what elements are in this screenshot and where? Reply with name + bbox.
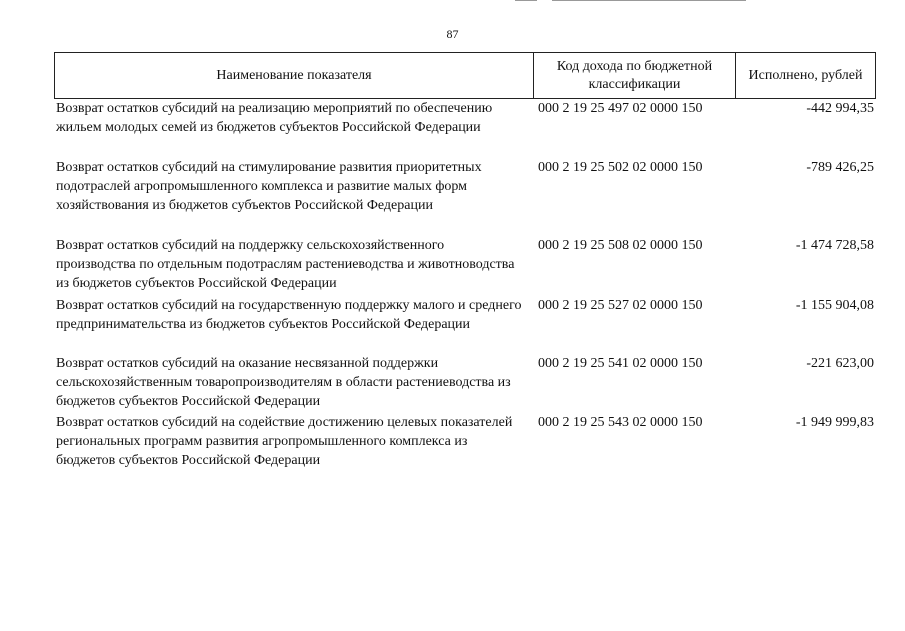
- row-code: 000 2 19 25 543 02 0000 150: [538, 415, 703, 430]
- header-name: Наименование показателя: [55, 53, 534, 98]
- row-amount: -1 949 999,83: [795, 415, 874, 430]
- table-body: [56, 99, 876, 473]
- table-row: [56, 354, 876, 413]
- table-row: [56, 99, 876, 158]
- row-amount: -442 994,35: [806, 101, 874, 116]
- row-name: Возврат остатков субсидий на поддержку сельскохозяйственного производства по отдельным подотраслям растениеводства и животноводства из бюджетов субъектов Российской Федерации: [56, 238, 515, 291]
- row-code: 000 2 19 25 541 02 0000 150: [538, 356, 703, 371]
- page-number: 87: [446, 27, 459, 41]
- row-name: Возврат остатков субсидий на стимулирование развития приоритетных подотраслей агропромышленного комплекса и развитие малых форм хозяйствования из бюджетов субъектов Российской Федерации: [56, 160, 482, 213]
- table-row: [56, 236, 876, 296]
- table-row: [56, 413, 876, 473]
- row-code: 000 2 19 25 497 02 0000 150: [538, 101, 703, 116]
- row-code: 000 2 19 25 502 02 0000 150: [538, 160, 703, 175]
- table-header: [54, 52, 876, 99]
- table-row: [56, 296, 876, 354]
- row-name: Возврат остатков субсидий на реализацию мероприятий по обеспечению жильем молодых семей из бюджетов субъектов Российской Федерации: [56, 101, 493, 135]
- row-amount: -1 474 728,58: [795, 238, 874, 253]
- row-name: Возврат остатков субсидий на содействие достижению целевых показателей региональных программ развития агропромышленного комплекса из бюджетов субъектов Российской Федерации: [56, 415, 513, 468]
- row-name: Возврат остатков субсидий на оказание несвязанной поддержки сельскохозяйственным товаропроизводителям в области растениеводства из бюджетов субъектов Российской Федерации: [56, 356, 511, 409]
- header-code: Код дохода по бюджетной классификации: [534, 53, 736, 98]
- top-rule-left: [515, 0, 537, 1]
- table-row: [56, 158, 876, 236]
- row-name: Возврат остатков субсидий на государственную поддержку малого и среднего предпринимательства из бюджетов субъектов Российской Федерации: [56, 298, 522, 332]
- row-amount: -1 155 904,08: [795, 298, 874, 313]
- row-amount: -221 623,00: [806, 356, 874, 371]
- top-rule-right: [552, 0, 746, 1]
- row-code: 000 2 19 25 508 02 0000 150: [538, 238, 703, 253]
- header-amount: Исполнено, рублей: [748, 67, 863, 83]
- row-code: 000 2 19 25 527 02 0000 150: [538, 298, 703, 313]
- row-amount: -789 426,25: [806, 160, 874, 175]
